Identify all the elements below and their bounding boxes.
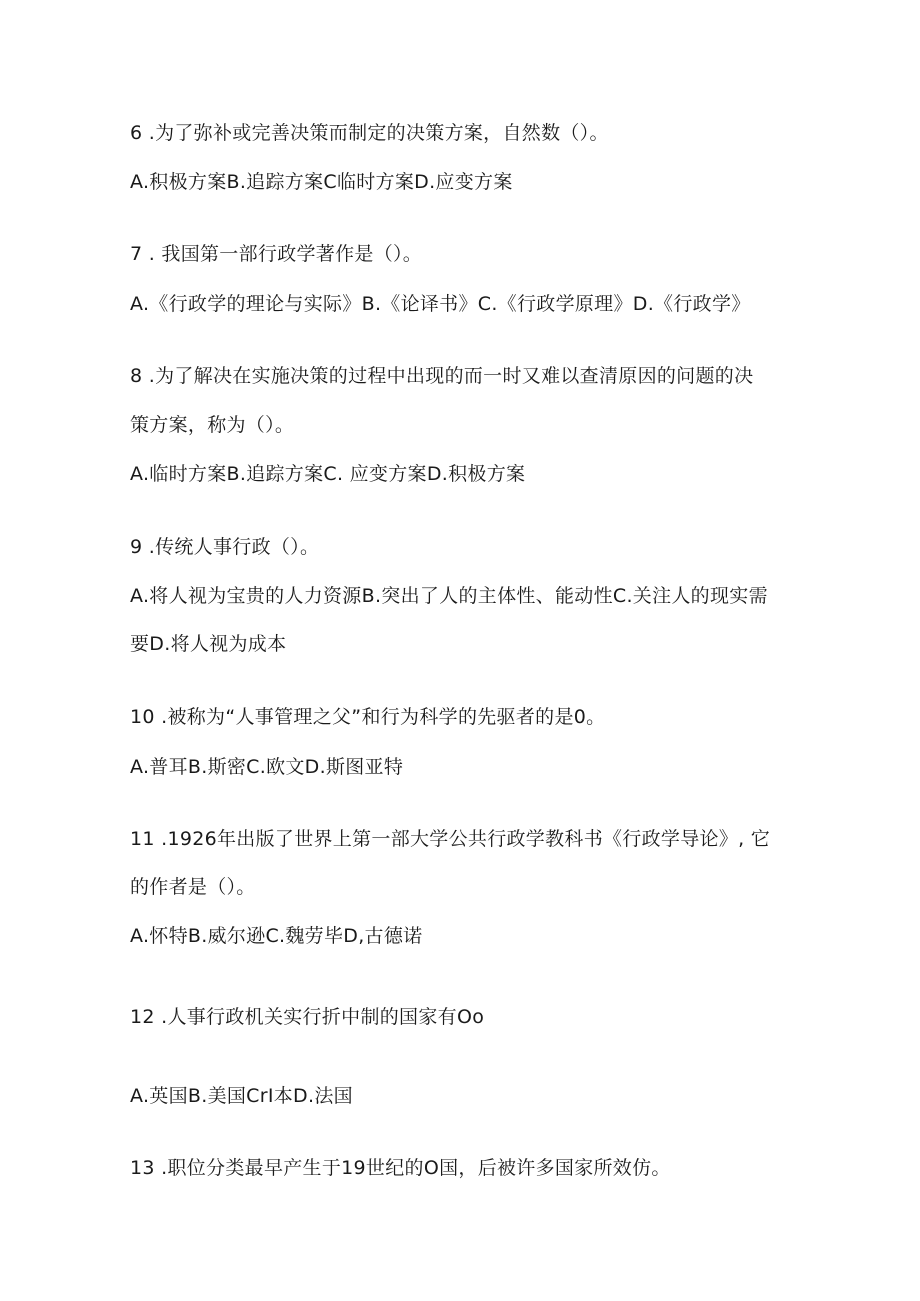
question-12-options: A.英国B.美国CrI本D.法国 xyxy=(130,1085,353,1107)
question-8-options: A.临时方案B.追踪方案C. 应变方案D.积极方案 xyxy=(130,463,526,485)
question-7-stem: 7 . 我国第一部行政学著作是（）。 xyxy=(130,243,423,265)
question-11-stem-line2: 的作者是（）。 xyxy=(130,876,256,898)
question-11-stem-line1: 11 .1926年出版了世界上第一部大学公共行政学教科书《行政学导论》, 它 xyxy=(130,828,771,850)
question-7-options: A.《行政学的理论与实际》B.《论译书》C.《行政学原理》D.《行政学》 xyxy=(130,293,751,315)
question-9-options-line2: 要D.将人视为成本 xyxy=(130,633,287,655)
question-10-stem: 10 .被称为“人事管理之父”和行为科学的先驱者的是0。 xyxy=(130,706,606,728)
question-8-stem-line2: 策方案，称为（）。 xyxy=(130,414,295,436)
question-8-stem-line1: 8 .为了解决在实施决策的过程中出现的而一时又难以查清原因的问题的决 xyxy=(130,365,754,387)
question-10-options: A.普耳B.斯密C.欧文D.斯图亚特 xyxy=(130,756,404,778)
question-12-stem: 12 .人事行政机关实行折中制的国家有Oo xyxy=(130,1006,485,1028)
question-13-stem: 13 .职位分类最早产生于19世纪的O国，后被许多国家所效仿。 xyxy=(130,1157,671,1179)
question-9-options-line1: A.将人视为宝贵的人力资源B.突出了人的主体性、能动性C.关注人的现实需 xyxy=(130,585,768,607)
question-11-options: A.怀特B.威尔逊C.魏劳毕D,古德诺 xyxy=(130,925,423,947)
question-6-stem: 6 .为了弥补或完善决策而制定的决策方案，自然数（）。 xyxy=(130,122,609,144)
question-9-stem: 9 .传统人事行政（）。 xyxy=(130,536,320,558)
question-6-options: A.积极方案B.追踪方案C临时方案D.应变方案 xyxy=(130,171,513,193)
